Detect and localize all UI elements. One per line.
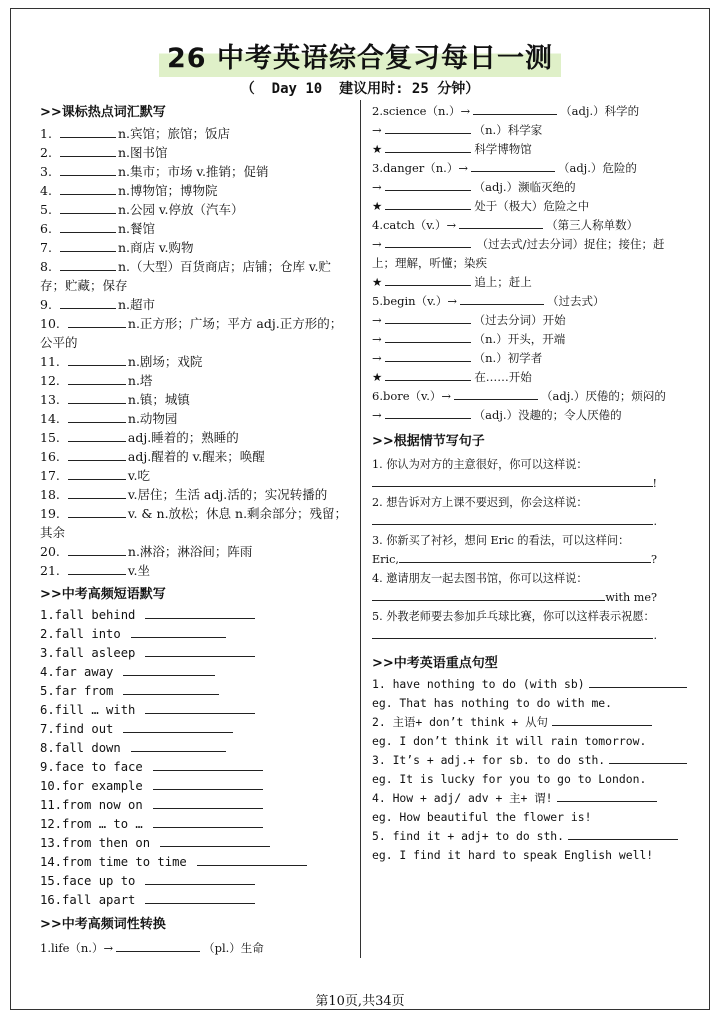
answer-blank[interactable]	[68, 543, 126, 556]
conversion-row-bore	[372, 387, 687, 406]
left-column	[40, 102, 352, 958]
conversion-row-begin	[372, 311, 687, 330]
phrase-text: 7.find out	[40, 722, 114, 736]
phrase-text: 13.from then on	[40, 836, 151, 850]
sentence-prompt: 5. 外教老师要去参加乒乓球比赛，你可以这样表示祝愿：	[372, 610, 655, 623]
answer-blank[interactable]	[145, 702, 255, 714]
answer-blank[interactable]	[60, 296, 116, 309]
conversion-suffix: 追上；赶上	[474, 275, 532, 289]
vocab-item	[40, 485, 352, 504]
conversion-prefix: 2.science（n.）→	[372, 104, 471, 118]
phrase-text: 5.far from	[40, 684, 114, 698]
pattern-example: eg. That has nothing to do with me.	[372, 696, 613, 710]
conversion-row-danger	[372, 159, 687, 178]
vocab-item	[40, 295, 352, 314]
vocab-item	[40, 371, 352, 390]
answer-blank[interactable]	[609, 752, 687, 764]
item-meaning: n.塔	[127, 373, 153, 388]
page-title: 26 中考英语综合复习每日一测	[159, 34, 561, 77]
answer-blank[interactable]	[60, 125, 116, 138]
patterns-section-title: >>中考英语重点句型	[372, 656, 498, 671]
answer-blank[interactable]	[68, 391, 126, 404]
item-meaning: n.淋浴；淋浴间；阵雨	[127, 544, 253, 559]
item-meaning: n.超市	[117, 297, 155, 312]
sentence-answer-line	[372, 512, 687, 531]
title-area	[0, 34, 720, 77]
pattern-rule-text: 3. It’s + adj.+ for sb. to do sth.	[372, 753, 606, 767]
conversion-row-science	[372, 140, 687, 159]
pattern-rule-text: 1. have nothing to do (with sb)	[372, 677, 585, 691]
sentence-suffix: !	[652, 477, 657, 490]
conversion-suffix: （adj.）危险的	[557, 161, 637, 175]
answer-blank[interactable]	[197, 854, 307, 866]
conversion-prefix: 6.bore（v.）→	[372, 389, 451, 403]
phrase-item	[40, 625, 352, 644]
vocab-item	[40, 314, 352, 352]
answer-blank[interactable]	[68, 410, 126, 423]
answer-blank[interactable]	[372, 627, 653, 639]
item-number: 19.	[40, 506, 60, 521]
answer-blank[interactable]	[385, 312, 471, 324]
conversion-row-science	[372, 121, 687, 140]
conversion-prefix: 4.catch（v.）→	[372, 218, 457, 232]
answer-blank[interactable]	[145, 892, 255, 904]
item-meaning: v.居住；生活 adj.活的；实况转播的	[127, 487, 328, 502]
phrase-text: 1.fall behind	[40, 608, 136, 622]
conversion-list	[372, 102, 687, 425]
conversion-prefix: ★	[372, 142, 383, 156]
item-number: 9.	[40, 297, 52, 312]
answer-blank[interactable]	[568, 828, 678, 840]
phrase-item	[40, 815, 352, 834]
sentence-prompt: 1. 你认为对方的主意很好，你可以这样说：	[372, 458, 588, 471]
answer-blank[interactable]	[131, 626, 226, 638]
conversion-prefix: ★	[372, 275, 383, 289]
answer-blank[interactable]	[68, 353, 126, 366]
pattern-rule	[372, 827, 687, 846]
conversion-suffix: （过去式）	[547, 294, 605, 308]
answer-blank[interactable]	[153, 797, 263, 809]
phrase-item	[40, 796, 352, 815]
vocab-item	[40, 504, 352, 542]
sentence-prompt: 2. 想告诉对方上课不要迟到，你会这样说：	[372, 496, 588, 509]
conversion-row-begin	[372, 292, 687, 311]
item-meaning: n.公园 v.停放（汽车）	[117, 202, 244, 217]
conversion-prefix: 3.danger（n.）→	[372, 161, 468, 175]
answer-blank[interactable]	[385, 236, 471, 248]
answer-blank[interactable]	[60, 201, 116, 214]
conversion-row-begin	[372, 349, 687, 368]
phrase-item	[40, 853, 352, 872]
vocab-item	[40, 352, 352, 371]
phrase-text: 4.far away	[40, 665, 114, 679]
answer-blank[interactable]	[60, 163, 116, 176]
phrase-list	[40, 606, 352, 910]
item-number: 17.	[40, 468, 60, 483]
answer-blank[interactable]	[145, 645, 255, 657]
item-number: 11.	[40, 354, 60, 369]
answer-blank[interactable]	[123, 721, 233, 733]
item-meaning: n.正方形；广场；平方 adj.正方形的；公平的	[40, 316, 343, 350]
pattern-rule-text: 4. How + adj/ adv + 主+ 谓!	[372, 791, 553, 805]
vocab-item	[40, 447, 352, 466]
answer-blank[interactable]	[160, 835, 270, 847]
answer-blank[interactable]	[372, 475, 653, 487]
conversion-life-head: 1.life（n.）→	[40, 941, 114, 955]
phrase-item	[40, 834, 352, 853]
answer-blank[interactable]	[123, 664, 215, 676]
phrase-text: 14.from time to time	[40, 855, 187, 869]
column-divider	[360, 100, 361, 958]
item-number: 20.	[40, 544, 60, 559]
answer-blank[interactable]	[460, 293, 544, 305]
sentence-suffix: .	[653, 629, 657, 642]
answer-blank[interactable]	[68, 486, 126, 499]
item-meaning: n.宾馆；旅馆；饭店	[117, 126, 230, 141]
vocab-item	[40, 162, 352, 181]
phrase-text: 12.from … to …	[40, 817, 143, 831]
answer-blank[interactable]	[116, 940, 200, 952]
conversion-prefix: ★	[372, 199, 383, 213]
phrase-item	[40, 720, 352, 739]
conversion-prefix: 5.begin（v.）→	[372, 294, 458, 308]
item-number: 18.	[40, 487, 60, 502]
pattern-rule	[372, 751, 687, 770]
item-number: 15.	[40, 430, 60, 445]
item-number: 8.	[40, 259, 52, 274]
conversion-suffix: （adj.）厌倦的；烦闷的	[540, 389, 666, 403]
phrase-item	[40, 758, 352, 777]
phrase-text: 11.from now on	[40, 798, 143, 812]
item-meaning: n.集市；市场 v.推销；促销	[117, 164, 269, 179]
answer-blank[interactable]	[372, 513, 653, 525]
answer-blank[interactable]	[145, 607, 255, 619]
item-meaning: n.镇；城镇	[127, 392, 190, 407]
sentence-suffix: with me?	[605, 591, 657, 604]
answer-blank[interactable]	[399, 551, 651, 563]
answer-blank[interactable]	[68, 467, 126, 480]
answer-blank[interactable]	[60, 258, 116, 271]
conversion-row-begin	[372, 368, 687, 387]
vocab-item	[40, 428, 352, 447]
vocab-item	[40, 542, 352, 561]
conversion-prefix: →	[372, 123, 382, 137]
vocab-item	[40, 238, 352, 257]
conversion-suffix: 在……开始	[474, 370, 532, 384]
sentence-answer-line	[372, 474, 687, 493]
pattern-rule-text: 5. find it + adj+ to do sth.	[372, 829, 565, 843]
answer-blank[interactable]	[68, 505, 126, 518]
page-footer: 第10页,共34页	[315, 994, 405, 1009]
pattern-example: eg. I don’t think it will rain tomorrow.	[372, 734, 647, 748]
sentence-suffix: .	[653, 515, 657, 528]
vocab-item	[40, 200, 352, 219]
answer-blank[interactable]	[385, 179, 471, 191]
vocab-list	[40, 124, 352, 580]
item-meaning: adj.睡着的；熟睡的	[127, 430, 239, 445]
item-number: 2.	[40, 145, 52, 160]
phrase-text: 8.fall down	[40, 741, 121, 755]
answer-blank[interactable]	[131, 740, 226, 752]
conversion-suffix: （过去分词）开始	[473, 313, 566, 327]
conversion-row-danger	[372, 197, 687, 216]
vocab-item	[40, 143, 352, 162]
answer-blank[interactable]	[385, 369, 471, 381]
phrases-section-title: >>中考高频短语默写	[40, 587, 166, 602]
answer-blank[interactable]	[60, 182, 116, 195]
answer-blank[interactable]	[60, 144, 116, 157]
item-meaning: v. & n.放松；休息 n.剩余部分；残留；其余	[40, 506, 348, 540]
conversion-section-title: >>中考高频词性转换	[40, 917, 166, 932]
item-meaning: n.剧场；戏院	[127, 354, 203, 369]
sentences-section-title: >>根据情节写句子	[372, 434, 485, 449]
answer-blank[interactable]	[68, 315, 126, 328]
answer-blank[interactable]	[385, 198, 471, 210]
answer-blank[interactable]	[385, 122, 471, 134]
pattern-rule	[372, 789, 687, 808]
answer-blank[interactable]	[68, 448, 126, 461]
item-meaning: n.餐馆	[117, 221, 155, 236]
conversion-suffix: 科学博物馆	[474, 142, 532, 156]
answer-blank[interactable]	[60, 220, 116, 233]
item-number: 12.	[40, 373, 60, 388]
answer-blank[interactable]	[153, 778, 263, 790]
pattern-example: eg. How beautiful the flower is!	[372, 810, 592, 824]
pattern-rule-text: 2. 主语+ don’t think + 从句	[372, 715, 548, 729]
phrase-text: 6.fill … with	[40, 703, 136, 717]
conversion-row-catch	[372, 216, 687, 235]
conversion-prefix: ★	[372, 370, 383, 384]
conversion-row-danger	[372, 178, 687, 197]
conversion-prefix: →	[372, 313, 382, 327]
answer-blank[interactable]	[385, 274, 471, 286]
item-meaning: n.（大型）百货商店；店铺；仓库 v.贮存；贮藏；保存	[40, 259, 331, 293]
answer-blank[interactable]	[459, 217, 543, 229]
conversion-suffix: （n.）科学家	[473, 123, 543, 137]
phrase-item	[40, 739, 352, 758]
phrase-item	[40, 777, 352, 796]
phrase-item	[40, 701, 352, 720]
item-number: 16.	[40, 449, 60, 464]
sentence-answer-line	[372, 626, 687, 645]
answer-blank[interactable]	[372, 589, 605, 601]
phrase-item	[40, 891, 352, 910]
phrase-text: 15.face up to	[40, 874, 136, 888]
conversion-suffix: 处于（极大）危险之中	[474, 199, 590, 213]
pattern-rule	[372, 675, 687, 694]
sentence-list	[372, 455, 687, 645]
item-number: 10.	[40, 316, 60, 331]
answer-blank[interactable]	[471, 160, 555, 172]
sentence-answer-line	[372, 588, 687, 607]
item-meaning: v.坐	[127, 563, 150, 578]
conversion-row-catch	[372, 235, 687, 273]
pattern-example: eg. It is lucky for you to go to London.	[372, 772, 647, 786]
conversion-life-tail: （pl.）生命	[203, 941, 264, 955]
conversion-prefix: →	[372, 351, 382, 365]
conversion-row-bore	[372, 406, 687, 425]
item-number: 14.	[40, 411, 60, 426]
phrase-item	[40, 606, 352, 625]
page-subtitle: （ Day 10 建议用时: 25 分钟）	[240, 81, 480, 97]
item-number: 3.	[40, 164, 52, 179]
answer-blank[interactable]	[385, 141, 471, 153]
sentence-answer-line	[372, 550, 687, 569]
item-meaning: v.吃	[127, 468, 150, 483]
item-number: 13.	[40, 392, 60, 407]
answer-blank[interactable]	[385, 350, 471, 362]
conversion-suffix: （过去式/过去分词）捉住；接住；赶上；理解，听懂；染疾	[372, 237, 665, 270]
phrase-text: 10.for example	[40, 779, 143, 793]
answer-blank[interactable]	[589, 676, 687, 688]
conversion-row-begin	[372, 330, 687, 349]
conversion-prefix: →	[372, 332, 382, 346]
conversion-suffix: （adj.）科学的	[560, 104, 640, 118]
conversion-prefix: →	[372, 408, 382, 422]
answer-blank[interactable]	[68, 372, 126, 385]
vocab-item	[40, 181, 352, 200]
answer-blank[interactable]	[454, 388, 538, 400]
pattern-list	[372, 675, 687, 865]
sentence-prompt: 4. 邀请朋友一起去图书馆，你可以这样说：	[372, 572, 588, 585]
conversion-suffix: （adj.）濒临灭绝的	[473, 180, 576, 194]
sentence-prefix: Eric,	[372, 553, 399, 566]
item-number: 5.	[40, 202, 52, 217]
conversion-row-catch	[372, 273, 687, 292]
sentence-prompt: 3. 你新买了衬衫，想问 Eric 的看法，可以这样问：	[372, 534, 630, 547]
item-number: 7.	[40, 240, 52, 255]
phrase-text: 2.fall into	[40, 627, 121, 641]
conversion-suffix: （adj.）没趣的；令人厌倦的	[473, 408, 622, 422]
answer-blank[interactable]	[153, 759, 263, 771]
conversion-prefix: →	[372, 180, 382, 194]
vocab-section-title: >>课标热点词汇默写	[40, 105, 166, 120]
item-number: 21.	[40, 563, 60, 578]
answer-blank[interactable]	[473, 103, 557, 115]
item-meaning: n.图书馆	[117, 145, 168, 160]
right-column	[372, 102, 687, 865]
answer-blank[interactable]	[557, 790, 657, 802]
conversion-row-science	[372, 102, 687, 121]
item-meaning: n.博物馆；博物院	[117, 183, 218, 198]
vocab-item	[40, 219, 352, 238]
conversion-prefix: →	[372, 237, 382, 251]
conversion-suffix: （n.）初学者	[473, 351, 543, 365]
phrase-text: 16.fall apart	[40, 893, 136, 907]
vocab-item	[40, 561, 352, 580]
sentence-suffix: ?	[651, 553, 657, 566]
conversion-life	[40, 939, 352, 958]
item-meaning: adj.醒着的 v.醒来；唤醒	[127, 449, 265, 464]
answer-blank[interactable]	[153, 816, 263, 828]
pattern-rule	[372, 713, 687, 732]
conversion-suffix: （n.）开头，开端	[473, 332, 566, 346]
vocab-item	[40, 124, 352, 143]
answer-blank[interactable]	[552, 714, 652, 726]
answer-blank[interactable]	[123, 683, 219, 695]
item-meaning: n.商店 v.购物	[117, 240, 194, 255]
phrase-item	[40, 644, 352, 663]
vocab-item	[40, 257, 352, 295]
phrase-item	[40, 663, 352, 682]
item-number: 1.	[40, 126, 52, 141]
answer-blank[interactable]	[385, 331, 471, 343]
item-meaning: n.动物园	[127, 411, 178, 426]
conversion-suffix: （第三人称单数）	[546, 218, 639, 232]
vocab-item	[40, 409, 352, 428]
item-number: 6.	[40, 221, 52, 236]
phrase-text: 9.face to face	[40, 760, 143, 774]
answer-blank[interactable]	[68, 562, 126, 575]
answer-blank[interactable]	[385, 407, 471, 419]
phrase-item	[40, 682, 352, 701]
phrase-item	[40, 872, 352, 891]
phrase-text: 3.fall asleep	[40, 646, 136, 660]
item-number: 4.	[40, 183, 52, 198]
answer-blank[interactable]	[68, 429, 126, 442]
vocab-item	[40, 390, 352, 409]
pattern-example: eg. I find it hard to speak English well!	[372, 848, 654, 862]
answer-blank[interactable]	[145, 873, 255, 885]
answer-blank[interactable]	[60, 239, 116, 252]
vocab-item	[40, 466, 352, 485]
